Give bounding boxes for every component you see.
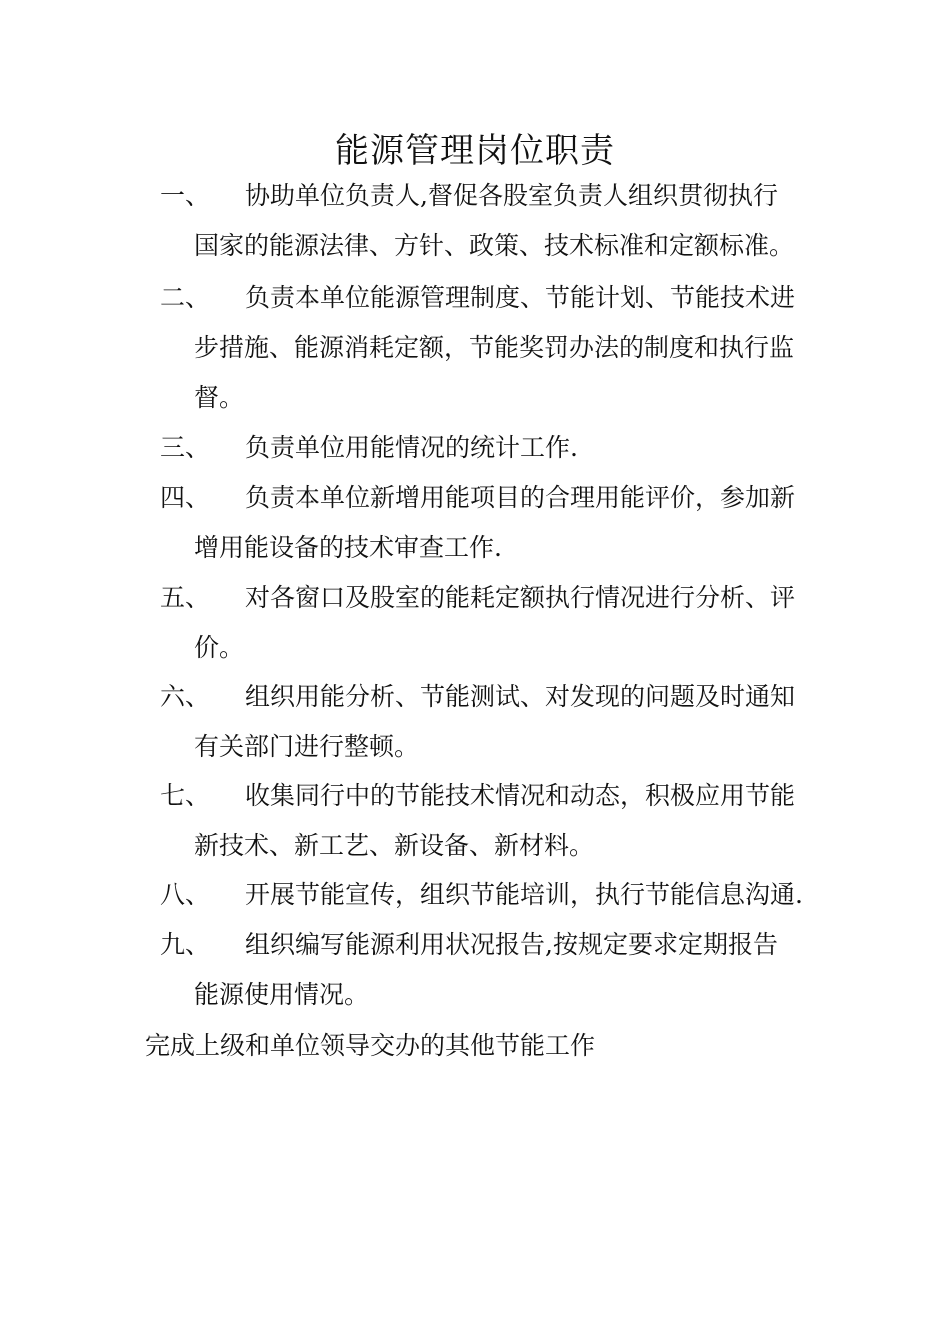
item-text-line: 负责本单位能源管理制度、节能计划、节能技术进 <box>245 283 796 312</box>
item-text-line: 协助单位负责人,督促各股室负责人组织贯彻执行 <box>245 181 778 210</box>
item-number: 二、 <box>160 283 211 312</box>
duty-item-8 <box>160 870 820 920</box>
item-text-line: 增用能设备的技术审查工作. <box>194 533 502 562</box>
item-number: 三、 <box>160 433 211 462</box>
item-text-line: 开展节能宣传，组织节能培训，执行节能信息沟通. <box>245 880 803 909</box>
duty-item-7 <box>160 771 820 871</box>
item-text-line: 国家的能源法律、方针、政策、技术标准和定额标准。 <box>194 231 795 260</box>
duty-item-3 <box>160 423 820 473</box>
item-text-line: 组织用能分析、节能测试、对发现的问题及时通知 <box>245 682 796 711</box>
item-text-line: 组织编写能源利用状况报告,按规定要求定期报告 <box>245 930 778 959</box>
duty-item-9 <box>160 920 820 1020</box>
duty-item-2 <box>160 273 820 423</box>
item-text-line: 收集同行中的节能技术情况和动态，积极应用节能 <box>245 781 796 810</box>
closing-statement: 完成上级和单位领导交办的其他节能工作 <box>145 1031 596 1060</box>
duty-item-6 <box>160 672 820 772</box>
document-title: 能源管理岗位职责 <box>335 131 615 171</box>
item-text-line: 负责单位用能情况的统计工作. <box>245 433 578 462</box>
item-text-line: 有关部门进行整顿。 <box>194 732 420 761</box>
item-text-line: 能源使用情况。 <box>194 980 370 1009</box>
item-text-line: 新技术、新工艺、新设备、新材料。 <box>194 831 595 860</box>
item-number: 八、 <box>160 880 211 909</box>
item-number: 一、 <box>160 181 211 210</box>
item-number: 五、 <box>160 583 211 612</box>
duty-item-5 <box>160 573 820 673</box>
item-text-line: 价。 <box>194 633 245 662</box>
item-text-line: 对各窗口及股室的能耗定额执行情况进行分析、评 <box>245 583 796 612</box>
item-number: 七、 <box>160 781 211 810</box>
duty-item-1 <box>160 171 820 271</box>
item-text-line: 负责本单位新增用能项目的合理用能评价，参加新 <box>245 483 796 512</box>
item-text-line: 步措施、能源消耗定额，节能奖罚办法的制度和执行监 <box>194 333 795 362</box>
item-number: 四、 <box>160 483 211 512</box>
duty-item-4 <box>160 473 820 573</box>
item-number: 九、 <box>160 930 211 959</box>
item-number: 六、 <box>160 682 211 711</box>
item-text-line: 督。 <box>194 383 245 412</box>
